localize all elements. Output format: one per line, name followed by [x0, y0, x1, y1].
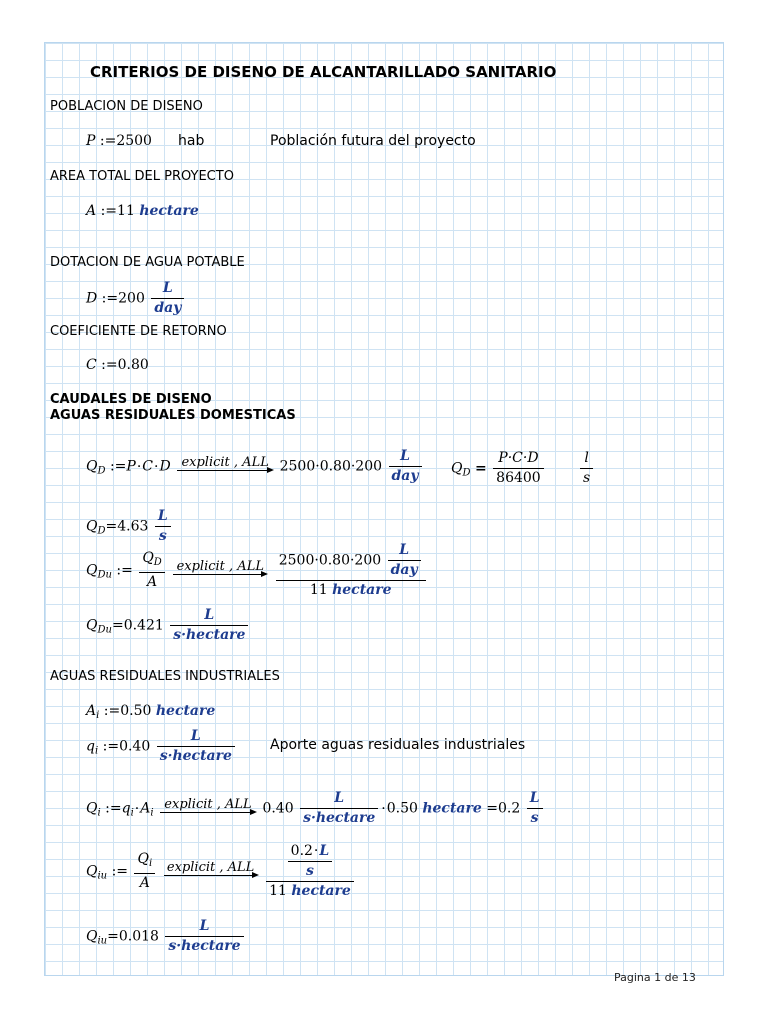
P-description: Población futura del proyecto	[270, 133, 476, 149]
section-dotacion: DOTACION DE AGUA POTABLE	[50, 255, 245, 270]
page-footer: Pagina 1 de 13	[614, 971, 696, 984]
eq-D: D :=200 $\frac{L}{\text{day}}$	[86, 280, 186, 317]
eq-QD-formula: $Q_D$ = $\frac{P\cdot C\cdot D}{86400}$	[451, 450, 546, 487]
eq-QDu-result: $Q_{Du}=0.421$ $\frac{L}{\text{s·hectare}}$	[86, 607, 250, 644]
eq-A: A :=11 hectare	[86, 203, 199, 219]
eq-Qiu-result: $Q_{iu}=0.018$ $\frac{L}{\text{s·hectare}}$	[86, 918, 246, 955]
unit-l-per-s: $\frac{l}{s}$	[578, 450, 595, 487]
unit-hab: hab	[178, 133, 205, 149]
eq-QD-result: $Q_D=4.63$ $\frac{L}{s}$	[86, 508, 173, 545]
page-title: CRITERIOS DE DISENO DE ALCANTARILLADO SANITARIO	[90, 63, 557, 81]
eq-C: C :=0.80	[86, 357, 149, 373]
section-poblacion: POBLACION DE DISENO	[50, 99, 203, 114]
section-industriales: AGUAS RESIDUALES INDUSTRIALES	[50, 669, 280, 684]
section-area: AREA TOTAL DEL PROYECTO	[50, 169, 234, 184]
section-caudales: CAUDALES DE DISENO	[50, 392, 212, 407]
section-domesticas: AGUAS RESIDUALES DOMESTICAS	[50, 408, 296, 423]
eq-Qiu-symbolic: $Q_{iu}$ := $\frac{Q_i}{A}$ explicit , ALL $\frac{\frac{0.2\cdot L}{s}}{\text{11 hectare}}$	[86, 843, 356, 900]
eq-qi: $q_i$ :=0.40 $\frac{L}{\text{s·hectare}}$	[86, 728, 237, 765]
eq-QDu-symbolic: $Q_{Du}$ := $\frac{Q_D}{A}$ explicit , ALL 2500·0.80·200 $\frac{L}{\text{day}}$ 11 hectare	[86, 542, 428, 599]
eq-Qi: $Q_i$ $:=q_i\cdot A_i$ explicit , ALL 0.40 $\frac{L}{\text{s·hectare}}$ ·0.50 hectare =0.2 $\frac{L}{s}$	[86, 790, 545, 827]
qi-description: Aporte aguas residuales industriales	[270, 737, 526, 753]
eq-P: P :=2500	[86, 133, 152, 149]
eq-Ai: $A_i$ :=0.50 hectare	[86, 703, 216, 721]
section-coeficiente: COEFICIENTE DE RETORNO	[50, 324, 227, 339]
eq-QD-symbolic: $Q_D$ :=P·C·D explicit , ALL 2500·0.80·200 $\frac{L}{\text{day}}$	[86, 448, 424, 485]
